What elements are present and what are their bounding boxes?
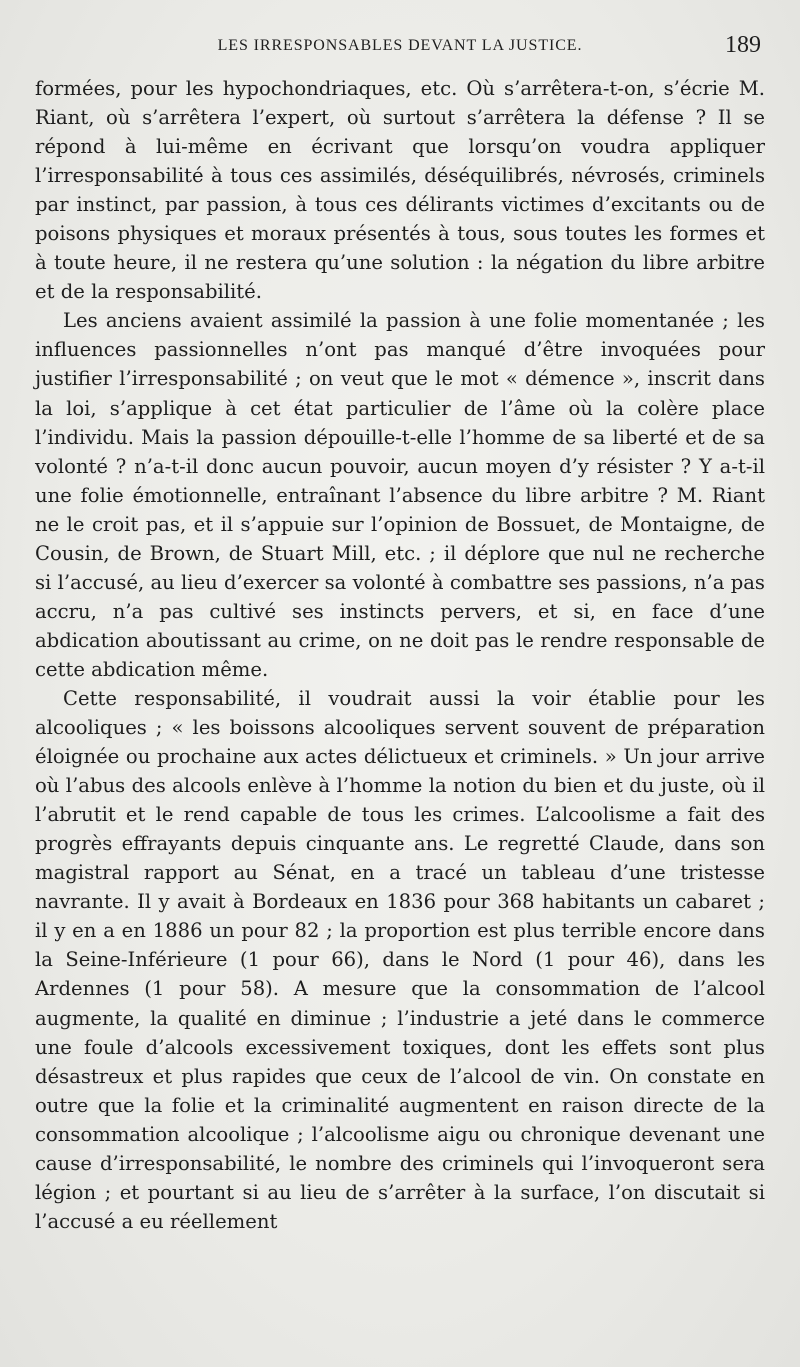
paragraph-continuation: formées, pour les hypochondriaques, etc. Où s’arrêtera-t-on, s’écrie M. Riant, où s’arrêtera l’expert, où surtout s’arrêtera la défense ? Il se répond à lui-même en écrivant que lorsqu’on voudra appliquer l’irresponsabilité à tous ces assimilés, déséquilibrés, névrosés, criminels par instinct, par passion, à tous ces délirants victimes d’excitants ou de poisons physiques et moraux présentés à tous, sous toutes les formes et à toute heure, il ne restera qu’une solution : la négation du libre arbitre et de la responsabilité.	[35, 77, 765, 304]
paragraph-alcoholism: Cette responsabilité, il voudrait aussi la voir établie pour les alcooliques ; « les boissons alcooliques servent souvent de préparation éloignée ou prochaine aux actes délictueux et criminels. » Un jour arrive où l’abus des alcools enlève à l’homme la notion du bien et du juste, où il l’abrutit et le rend capable de tous les crimes. L’alcoolisme a fait des progrès effrayants depuis cinquante ans. Le regretté Claude, dans son magistral rapport au Sénat, en a tracé un tableau d’une tristesse navrante. Il y avait à Bordeaux en 1836 pour 368 habitants un cabaret ; il y en a en 1886 un pour 82 ; la proportion est plus terrible encore dans la Seine-Inférieure (1 pour 66), dans le Nord (1 pour 46), dans les Ardennes (1 pour 58). A mesure que la consommation de l’alcool augmente, la qualité en diminue ; l’industrie a jeté dans le commerce une foule d’alcools excessivement toxiques, dont les effets sont plus désastreux et plus rapides que ceux de l’alcool de vin. On constate en outre que la folie et la criminalité augmentent en raison directe de la consommation alcoolique ; l’alcoolisme aigu ou chronique devenant une cause d’irresponsabilité, le nombre des criminels qui l’invoqueront sera légion ; et pourtant si au lieu de s’arrêter à la surface, l’on discutait si l’accusé a eu réellement	[35, 686, 765, 1233]
body-text	[35, 74, 765, 1236]
page-number: 189	[725, 32, 761, 58]
paragraph-passion: Les anciens avaient assimilé la passion à une folie momentanée ; les influences passionnelles n’ont pas manqué d’être invoquées pour justifier l’irresponsabilité ; on veut que le mot « démence », inscrit dans la loi, s’applique à cet état particulier de l’âme où la colère place l’individu. Mais la passion dépouille-t-elle l’homme de sa liberté et de sa volonté ? n’a-t-il donc aucun pouvoir, aucun moyen d’y résister ? Y a-t-il une folie émotionnelle, entraînant l’absence du libre arbitre ? M. Riant ne le croit pas, et il s’appuie sur l’opinion de Bossuet, de Montaigne, de Cousin, de Brown, de Stuart Mill, etc. ; il déplore que nul ne recherche si l’accusé, au lieu d’exercer sa volonté à combattre ses passions, n’a pas accru, n’a pas cultivé ses instincts pervers, et si, en face d’une abdication aboutissant au crime, on ne doit pas le rendre responsable de cette abdication même.	[35, 309, 765, 681]
page-header	[35, 34, 765, 74]
running-title: LES IRRESPONSABLES DEVANT LA JUSTICE.	[217, 37, 583, 54]
book-page	[35, 34, 765, 1236]
